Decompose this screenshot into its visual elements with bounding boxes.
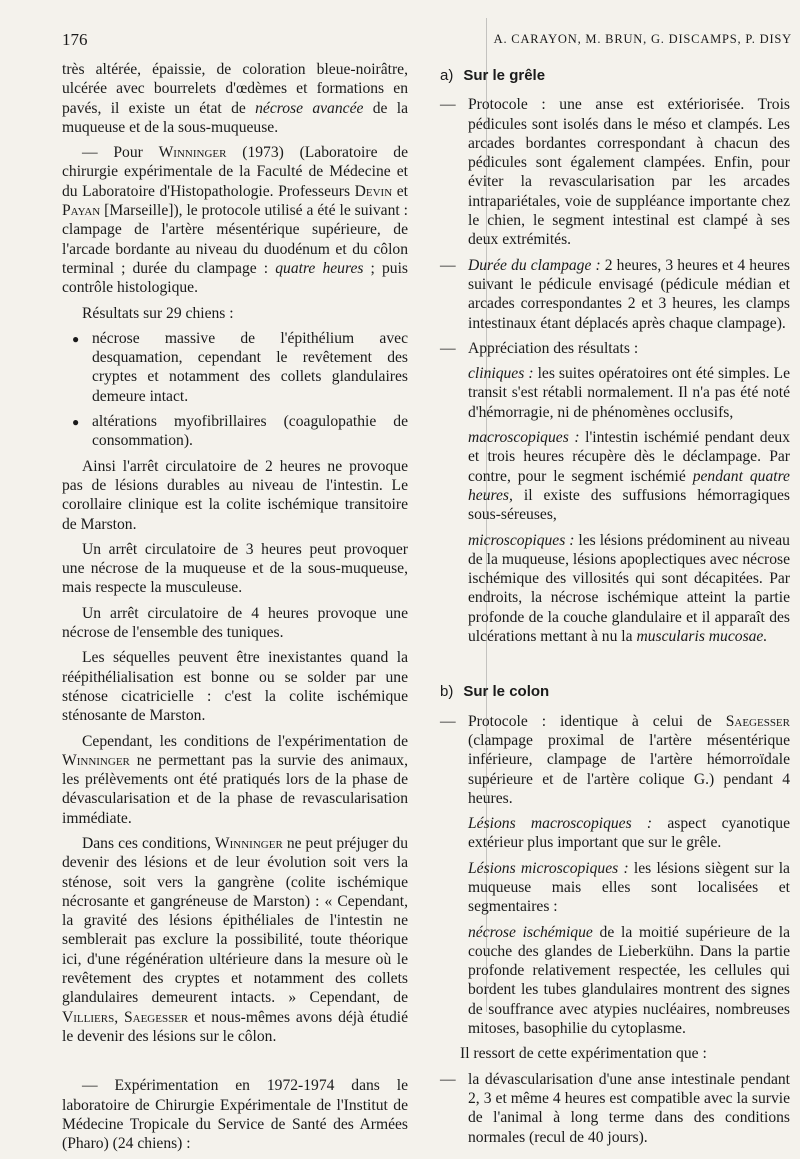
bullet-icon: ● <box>72 415 80 430</box>
section-heading-a: a) Sur le grêle <box>440 67 546 84</box>
paragraph: Cependant, les conditions de l'expérimentation de Winninger ne permettant pas la survie des animaux, les prélèvements ont été pratiqués lors de la phase de dévascularisation et de la phase de revascularisation immédiate. <box>62 732 408 827</box>
running-head-authors: A. CARAYON, M. BRUN, G. DISCAMPS, P. DISY <box>493 32 792 46</box>
right-column <box>440 60 790 1153</box>
paragraph: cliniques : les suites opératoires ont été simples. Le transit s'est rétabli normalement. Il n'a pas été noté d'hémorragie, ni de phénomènes occlusifs, <box>468 365 791 421</box>
paragraph-experiment: — Expérimentation en 1972-1974 dans le laboratoire de Chirurgie Expérimentale de l'Institut de Médecine Tropicale du Service de Santé des Armées (Pharo) (24 chiens) : <box>62 1077 408 1153</box>
bullet-icon: ● <box>72 331 80 346</box>
paragraph: — Protocole : identique à celui de Saegesser (clampage proximal de l'artère mésentérique inférieure, clampage de l'artère hémorroïdale supérieure et de l'artère colique G.) pendant 4 heures. <box>440 712 790 807</box>
section-heading-b: b) Sur le colon <box>440 683 550 701</box>
paragraph: Dans ces conditions, Winninger ne peut préjuger du devenir des lésions et de leur évolution soit vers la sténose, soit vers la gangrène (colite ischémique nécrosante et gangréneuse de Marston) : « Cependant, la gravité des lésions épithéliales de l'intestin ne semblerait pas exclure la possibilité, toute théorique ici, d'une régénération ultérieure dans la mesure où le revêtement des cryptes et notamment des collets glandulaires demeurent intacts. » Cependant, de Villiers, Saegesser et nous-mêmes avons déjà étudié le devenir des lésions sur le côlon. <box>62 834 408 1045</box>
paragraph: nécrose ischémique de la moitié supérieure de la couche des glandes de Lieberkühn. Dans la partie profonde relativement respectée, les cellules qui bordent les tubes glandulaires montrent des signes de souffrance avec atypies nucléaires, nombreuses mitoses, basophilie du cytoplasme. <box>468 923 790 1038</box>
paragraph: Les séquelles peuvent être inexistantes quand la réépithélialisation est bonne ou se solder par une sténose cicatricielle : c'est la colite ischémique sténosante de Marston. <box>62 649 408 725</box>
list-item: ● nécrose massive de l'épithélium avec desquamation, cependant le revêtement des cryptes et notamment des collets glandulaires demeure intact. <box>72 329 408 405</box>
paragraph: Ainsi l'arrêt circulatoire de 2 heures ne provoque pas de lésions durables au niveau de l'intestin. Le corollaire clinique est la colite ischémique transitoire de Marston. <box>62 457 408 533</box>
paragraph: Un arrêt circulatoire de 4 heures provoque une nécrose de l'ensemble des tuniques. <box>62 604 408 642</box>
spacer <box>440 652 790 676</box>
paragraph-winninger-protocol: — Pour Winninger (1973) (Laboratoire de chirurgie expérimentale de la Faculté de Médecine et du Laboratoire d'Histopathologie. Professeurs Devin et Payan [Marseille]), le protocole utilisé a été le suivant : clampage de l'artère mésentérique supérieure, de l'arcade bordante au niveau du duodénum et du côlon terminal ; durée du clampage : quatre heures ; puis contrôle histologique. <box>62 144 408 297</box>
paragraph: Lésions macroscopiques : aspect cyanotique extérieur plus important que sur le grêle. <box>468 815 790 852</box>
results-list <box>62 329 408 451</box>
paragraph: Un arrêt circulatoire de 3 heures peut provoquer une nécrose de la muqueuse et de la sous-muqueuse, mais respecte la musculeuse. <box>62 540 408 597</box>
results-intro: Résultats sur 29 chiens : <box>82 304 234 322</box>
list-item: ● altérations myofibrillaires (coagulopathie de consommation). <box>72 413 408 450</box>
spacer <box>62 1052 408 1076</box>
paragraph: Il ressort de cette expérimentation que : <box>460 1045 707 1063</box>
left-column <box>62 60 408 1159</box>
paragraph: — Appréciation des résultats : <box>440 339 639 357</box>
paragraph: macroscopiques : l'intestin ischémié pendant deux et trois heures récupère dès le déclampage. Par contre, pour le segment ischémié pendant quatre heures, il existe des suffusions hémorragiques sous-séreuses, <box>468 429 791 524</box>
page-header <box>62 30 792 54</box>
paragraph: — Durée du clampage : 2 heures, 3 heures et 4 heures suivant le pédicule envisagé (pédicule médian et arcades correspondantes 2 et 3 heures, les clamps intestinaux étant déplacés après chaque clampage). <box>440 256 790 332</box>
paragraph: microscopiques : les lésions prédominent au niveau de la muqueuse, lésions apoplectiques avec nécrose ischémique des villosités qui sont décapitées. Par endroits, la nécrose ischémique atteint la partie profonde de la couche glandulaire et il apparaît des ulcérations mettant à nu la muscularis mucosae. <box>468 531 790 646</box>
paragraph: Lésions microscopiques : les lésions siègent sur la muqueuse mais elles sont localisées et segmentaires : <box>468 859 790 916</box>
paragraph: — Protocole : une anse est extériorisée. Trois pédicules sont isolés dans le méso et clampés. Les arcades bordantes correspondant à chacun des pédicules sont également clampées. Enfin, pour éviter la revascularisation par les arcades intrapariétales, voie de suppléance importante chez le chien, le segment intestinal est clampé à ses deux extrémités. <box>440 96 790 249</box>
paragraph: — la dévascularisation d'une anse intestinale pendant 2, 3 et même 4 heures est compatible avec la survie de l'animal à long terme dans des conditions normales (recul de 40 jours). <box>440 1070 790 1146</box>
paragraph: très altérée, épaissie, de coloration bleue-noirâtre, ulcérée avec bourrelets d'œdèmes et formations en pavés, il existe un état de nécrose avancée de la muqueuse et de la sous-muqueuse. <box>62 61 409 136</box>
page-number: 176 <box>62 30 88 49</box>
